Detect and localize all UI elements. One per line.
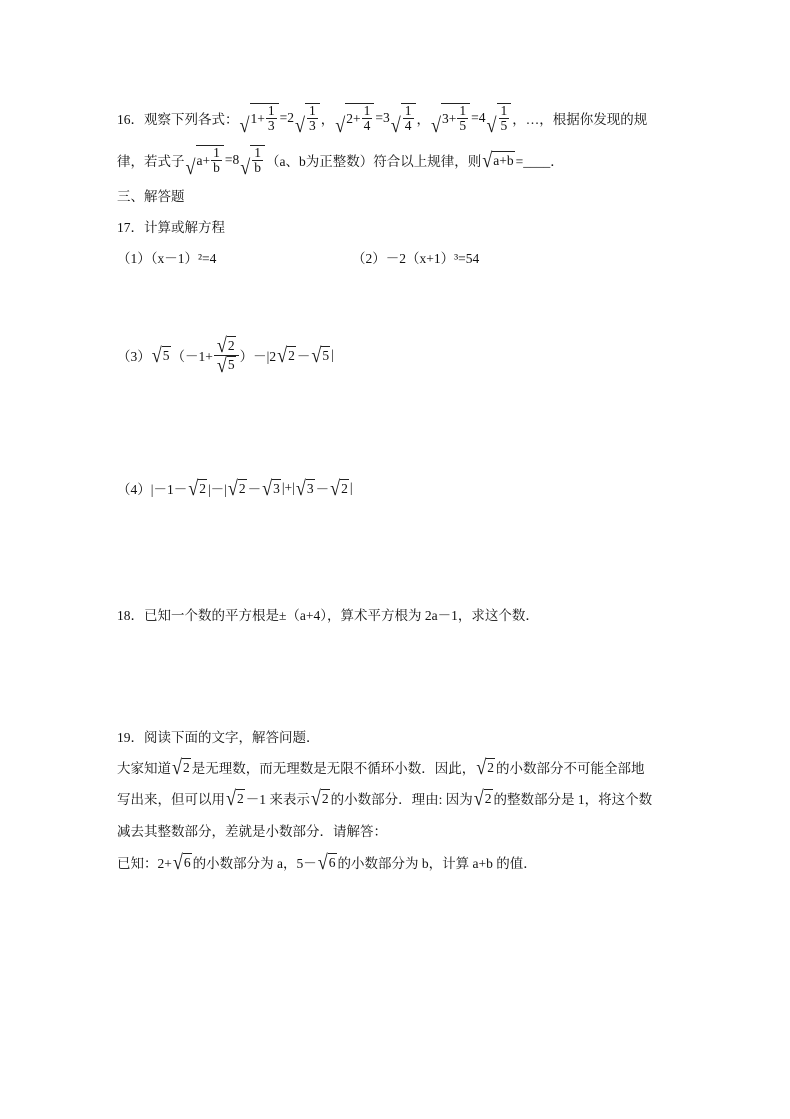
radicand [250, 103, 279, 133]
text-run: － [296, 349, 311, 364]
text-run: 5 [227, 357, 235, 373]
text-run: ）－|2 [239, 349, 277, 364]
numerator [266, 104, 277, 119]
radicand [183, 853, 192, 871]
radical-sign-icon: √ [390, 113, 401, 137]
square-root [473, 786, 493, 810]
square-root [185, 144, 224, 179]
text-run: － [247, 482, 262, 497]
square-root [188, 476, 207, 500]
text-run: 19．阅读下面的文字，解答问题． [117, 730, 320, 745]
radicand [227, 356, 236, 374]
text-run: | [349, 480, 353, 495]
text-run: | [331, 347, 334, 362]
text-run: － [315, 482, 330, 497]
radical-sign-icon: √ [216, 333, 227, 357]
square-root [277, 343, 296, 367]
text-run: （1）（x－1）²=4 [117, 251, 217, 266]
radicand [305, 103, 320, 133]
square-root [295, 102, 320, 137]
text-run: =2 [279, 110, 294, 125]
radical-sign-icon: √ [151, 343, 162, 367]
text-run: 2 [321, 790, 329, 806]
text-run: 律，若式子 [117, 154, 185, 169]
text-run: 1 [254, 144, 261, 160]
text-run: b [254, 160, 261, 175]
radicand [484, 789, 493, 807]
text-run: 2+ [346, 110, 361, 126]
denominator [214, 352, 239, 376]
fraction [403, 104, 414, 133]
radical-sign-icon: √ [473, 786, 484, 810]
text-run: |－| [207, 482, 227, 497]
square-root [295, 476, 315, 500]
text-run: 1 [309, 102, 316, 118]
text-run: =3 [375, 110, 390, 125]
q16-line2 [117, 140, 564, 180]
fraction [214, 333, 239, 376]
square-root [216, 352, 236, 376]
radicand [492, 151, 514, 169]
radical-sign-icon: √ [172, 850, 183, 874]
q17-part3 [117, 335, 334, 375]
text-run: 2 [199, 480, 206, 496]
q16-line1 [117, 98, 647, 138]
radicand [198, 479, 207, 497]
square-root [390, 102, 416, 137]
numerator [457, 104, 468, 119]
text-run: a+ [196, 152, 211, 168]
text-run: a+b [493, 152, 514, 168]
text-run: 3 [309, 118, 316, 133]
radicand [182, 758, 191, 776]
radical-sign-icon: √ [227, 476, 238, 500]
numerator [362, 104, 373, 119]
text-run: 减去其整数部分，差就是小数部分．请解答： [117, 824, 387, 839]
text-run: 17．计算或解方程 [117, 220, 225, 235]
text-run: 2 [238, 480, 246, 496]
square-root [431, 102, 470, 137]
q18 [117, 594, 539, 634]
square-root [172, 850, 192, 874]
radicand [321, 346, 330, 364]
radical-sign-icon: √ [240, 155, 251, 179]
text-run: 2 [487, 759, 494, 775]
square-root [239, 102, 279, 137]
numerator [307, 104, 318, 119]
radical-sign-icon: √ [311, 343, 322, 367]
denominator [362, 119, 373, 133]
square-root [227, 476, 247, 500]
radical-sign-icon: √ [431, 113, 441, 137]
text-run: 2 [237, 790, 244, 806]
numerator [403, 104, 414, 119]
text-run: －1 来表示 [245, 792, 310, 807]
radicand [497, 103, 512, 133]
q19-line4 [117, 842, 537, 882]
radicand [306, 479, 315, 497]
square-root [240, 144, 265, 179]
fraction [252, 146, 263, 175]
text-run: 16．观察下列各式： [117, 112, 239, 127]
radicand [340, 479, 349, 497]
text-run: 2 [183, 759, 190, 775]
square-root [335, 102, 374, 137]
text-run: =____． [515, 154, 564, 169]
text-run: 5 [500, 118, 508, 133]
denominator [499, 119, 510, 133]
radical-sign-icon: √ [295, 476, 306, 500]
q17-part4 [117, 468, 353, 508]
text-run: 写出来，但可以用 [117, 792, 225, 807]
text-run: （3） [117, 349, 151, 364]
text-run: 三、解答题 [117, 189, 185, 204]
text-run: 4 [363, 118, 371, 133]
text-run: 的小数部分为 a，5－ [192, 856, 317, 871]
numerator [499, 104, 510, 119]
radical-sign-icon: √ [262, 476, 273, 500]
text-run: 6 [328, 854, 336, 870]
denominator [307, 119, 318, 133]
square-root [317, 850, 337, 874]
fraction [362, 104, 373, 133]
square-root [486, 102, 512, 137]
text-run: 的小数部分为 b，计算 a+b 的值． [337, 856, 537, 871]
radicand [401, 103, 416, 133]
text-run: 3 [306, 480, 314, 496]
radical-sign-icon: √ [476, 755, 487, 779]
text-run: 2 [227, 337, 235, 353]
radical-sign-icon: √ [310, 786, 321, 810]
text-run: ， [416, 112, 430, 127]
text-run: 1 [459, 102, 467, 118]
text-run: 5 [322, 347, 330, 363]
denominator [457, 119, 468, 133]
fraction [266, 104, 277, 133]
radicand [321, 789, 330, 807]
text-run: （－1+ [171, 349, 213, 364]
text-run: =4 [471, 110, 486, 125]
radicand [196, 145, 224, 175]
square-root [226, 786, 245, 810]
text-run: 1+ [250, 110, 265, 126]
radical-sign-icon: √ [277, 343, 288, 367]
text-run: 1 [500, 102, 508, 118]
denominator [403, 119, 414, 133]
text-run: 3 [273, 480, 280, 496]
text-run: ，…，根据你发现的规 [512, 112, 648, 127]
square-root [151, 343, 171, 367]
text-run: 6 [183, 854, 191, 870]
fraction [211, 146, 222, 175]
radical-sign-icon: √ [317, 850, 328, 874]
text-run: （a、b为正整数）符合以上规律，则 [265, 154, 482, 169]
text-run: 4 [404, 118, 412, 133]
radicand [236, 789, 245, 807]
q17-part1 [117, 237, 216, 277]
numerator [252, 146, 263, 161]
text-run: 已知：2+ [117, 856, 172, 871]
square-root [330, 476, 349, 500]
radical-sign-icon: √ [185, 155, 196, 179]
text-run: ， [320, 112, 335, 127]
text-run: （4）|－1－ [117, 482, 188, 497]
square-root [262, 476, 281, 500]
radicand [162, 346, 171, 364]
radical-sign-icon: √ [226, 786, 236, 810]
radicand [328, 853, 337, 871]
fraction [499, 104, 510, 133]
text-run: b [213, 160, 220, 175]
denominator [266, 119, 277, 133]
radicand [238, 479, 247, 497]
text-run: 1 [363, 102, 371, 118]
square-root [482, 148, 514, 172]
text-run: 1 [404, 102, 412, 118]
square-root [310, 786, 330, 810]
radical-sign-icon: √ [295, 113, 305, 137]
text-run: 5 [459, 118, 467, 133]
text-run: 2 [288, 347, 295, 363]
radicand [345, 103, 374, 133]
denominator [252, 161, 263, 175]
radicand [486, 758, 495, 776]
square-root [476, 755, 495, 779]
fraction [307, 104, 318, 133]
text-run: =8 [224, 152, 240, 167]
radical-sign-icon: √ [335, 113, 346, 137]
square-root [311, 343, 330, 367]
radical-sign-icon: √ [486, 113, 497, 137]
text-run: 是无理数，而无理数是无限不循环小数．因此， [191, 761, 476, 776]
text-run: 的小数部分．理由: 因为 [330, 792, 473, 807]
square-root [172, 755, 191, 779]
text-run: 的整数部分是 1，将这个数 [493, 792, 653, 807]
square-root [216, 333, 236, 357]
denominator [211, 161, 222, 175]
text-run: 1 [267, 102, 275, 118]
q17-part2 [352, 237, 479, 277]
text-run: 2 [484, 790, 492, 806]
radical-sign-icon: √ [188, 476, 199, 500]
radicand [272, 479, 281, 497]
radicand [441, 103, 470, 133]
radical-sign-icon: √ [482, 148, 493, 172]
text-run: 1 [213, 144, 220, 160]
fraction [457, 104, 468, 133]
radical-sign-icon: √ [330, 476, 341, 500]
text-run: 5 [162, 347, 170, 363]
radical-sign-icon: √ [172, 755, 182, 779]
text-run: 3+ [442, 110, 457, 126]
text-run: 大家知道 [117, 761, 171, 776]
numerator [211, 146, 222, 161]
text-run: 3 [267, 118, 275, 133]
radical-sign-icon: √ [239, 113, 250, 137]
text-run: 的小数部分不可能全部地 [496, 761, 645, 776]
text-run: |+| [281, 480, 295, 495]
radicand [287, 346, 296, 364]
text-run: 2 [341, 480, 348, 496]
q17-part2-text: （2）－2（x+1）³=54 [352, 251, 480, 266]
radicand [227, 336, 236, 354]
radical-sign-icon: √ [216, 352, 227, 376]
text-run: 18．已知一个数的平方根是±（a+4），算术平方根为 2a－1，求这个数． [117, 608, 539, 623]
radicand [250, 145, 265, 175]
